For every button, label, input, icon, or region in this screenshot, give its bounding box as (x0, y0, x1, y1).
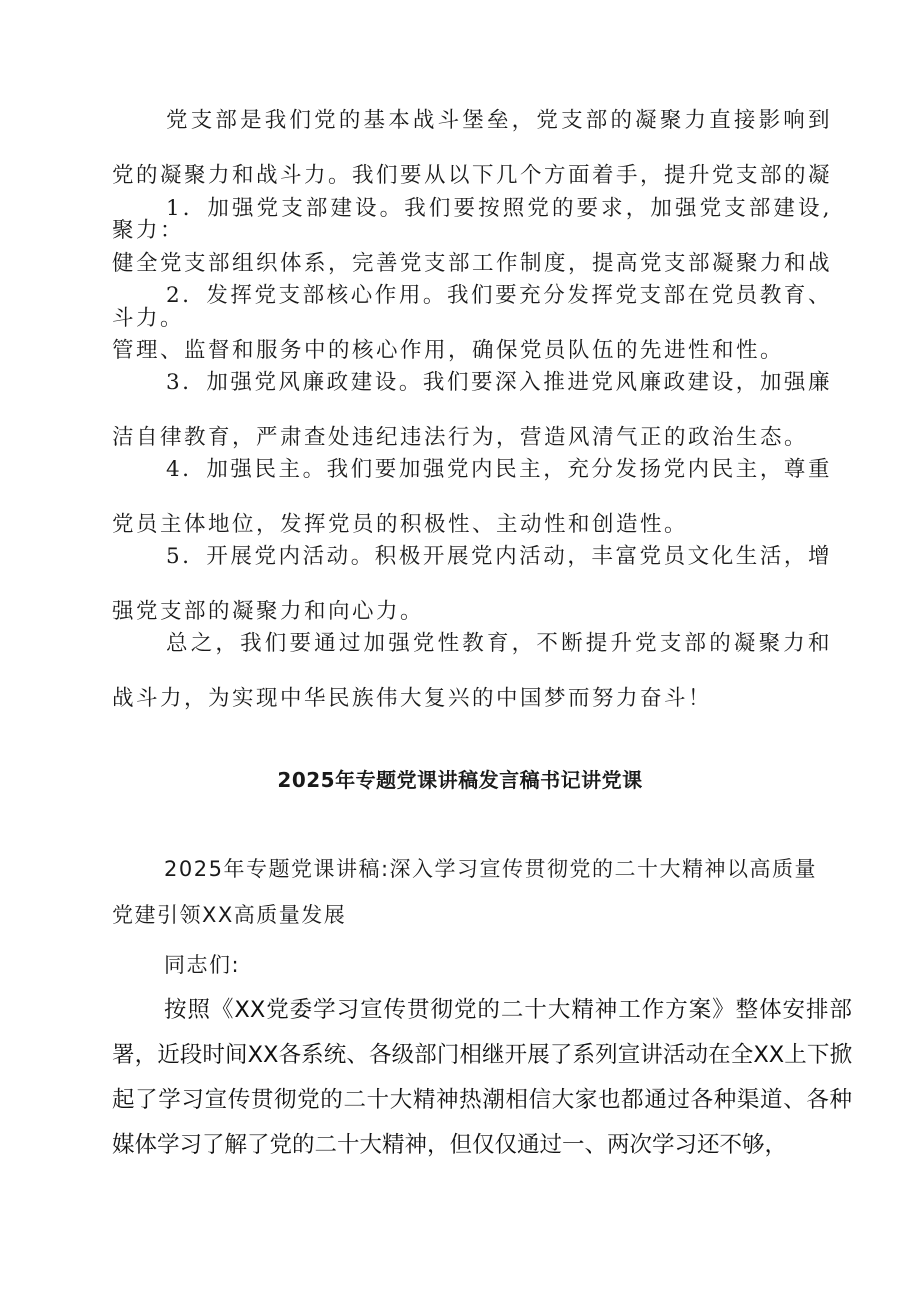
paragraph-item-5: 5．开展党内活动。积极开展党内活动，丰富党员文化生活，增强党支部的凝聚力和向心力。 (112, 544, 832, 624)
paragraph-intro: 党支部是我们党的基本战斗堡垒，党支部的凝聚力直接影响到党的凝聚力和战斗力。我们要从以下几个方面着手，提升党支部的凝聚力： (112, 108, 833, 243)
lecture-subtitle: 2025年专题党课讲稿:深入学习宣传贯彻党的二十大精神以高质量党建引领XX高质量发展 (112, 857, 818, 927)
body-paragraph: 按照《XX党委学习宣传贯彻党的二十大精神工作方案》整体安排部署，近段时间XX各系统、各级部门相继开展了系列宣讲活动在全XX上下掀起了学习宣传贯彻党的二十大精神热潮相信大家也都通过各种渠道、各种媒体学习了解了党的二十大精神，但仅仅通过一、两次学习还不够， (112, 997, 852, 1158)
section-title: 2025年专题党课讲稿发言稿书记讲党课 (277, 768, 643, 792)
paragraph-item-4: 4．加强民主。我们要加强党内民主，充分发扬党内民主，尊重党员主体地位，发挥党员的积极性、主动性和创造性。 (112, 457, 832, 537)
paragraph-item-3: 3．加强党风廉政建设。我们要深入推进党风廉政建设，加强廉洁自律教育，严肃查处违纪违法行为，营造风清气正的政治生态。 (112, 370, 832, 450)
paragraph-conclusion: 总之，我们要通过加强党性教育，不断提升党支部的凝聚力和战斗力，为实现中华民族伟大复兴的中国梦而努力奋斗！ (112, 631, 832, 711)
paragraph-item-1: 1．加强党支部建设。我们要按照党的要求，加强党支部建设,健全党支部组织体系，完善党支部工作制度，提高党支部凝聚力和战斗力。 (112, 196, 833, 331)
paragraph-item-2: 2．发挥党支部核心作用。我们要充分发挥党支部在党员教育、管理、监督和服务中的核心作用，确保党员队伍的先进性和性。 (112, 283, 832, 363)
greeting: 同志们: (164, 953, 241, 977)
